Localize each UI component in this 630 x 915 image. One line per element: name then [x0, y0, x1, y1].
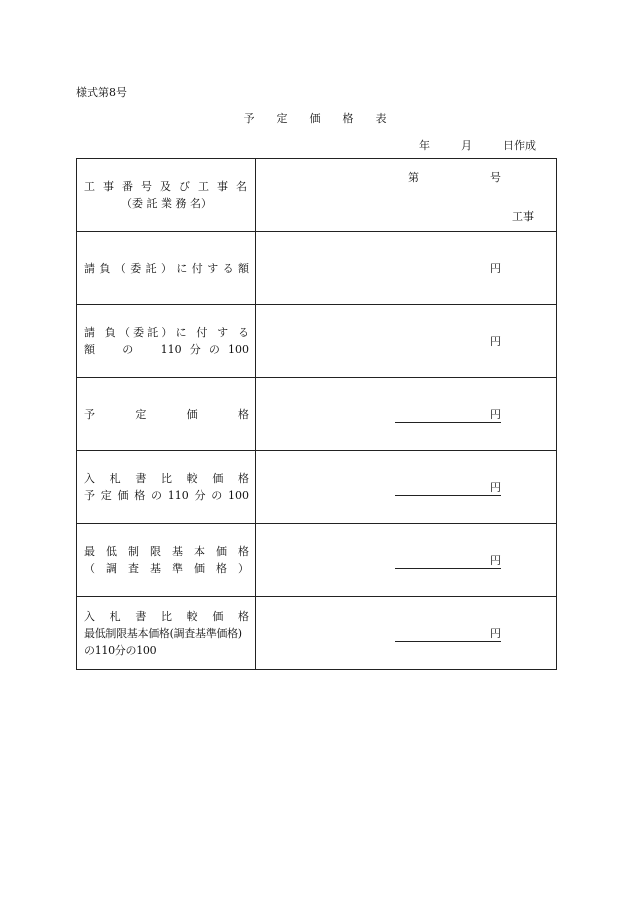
form-number: 様式第8号	[76, 86, 127, 99]
amount-underline	[395, 641, 501, 642]
row-label-line1: 請 負（委託）に 付 す る	[84, 326, 249, 339]
go-label: 号	[490, 171, 501, 184]
label-cell	[77, 597, 256, 670]
label-cell	[77, 232, 256, 305]
table-row	[77, 159, 557, 232]
yen-label: 円	[490, 408, 501, 421]
created-date	[419, 137, 536, 153]
row-label-line2: 額 の 110分の100	[84, 343, 249, 356]
koji-label: 工事	[512, 210, 534, 223]
day-created-label: 日作成	[503, 139, 536, 152]
table-row	[77, 597, 557, 670]
label-cell	[77, 305, 256, 378]
yen-label: 円	[490, 262, 501, 275]
page-title: 予定価格表	[243, 112, 409, 125]
label-cell	[77, 524, 256, 597]
table-row	[77, 451, 557, 524]
amount-underline	[395, 422, 501, 423]
yen-label: 円	[490, 481, 501, 494]
value-cell[interactable]	[256, 232, 557, 305]
yen-label: 円	[490, 627, 501, 640]
month-label: 月	[461, 139, 472, 152]
year-label: 年	[419, 139, 430, 152]
row-label-line1: 予定価格	[84, 407, 249, 421]
value-cell[interactable]	[256, 305, 557, 378]
value-cell[interactable]	[256, 378, 557, 451]
row-label-line2: 最低制限基本価格(調査基準価格)の110分の100	[84, 626, 242, 657]
row-label-line1: 入札書比較価格	[84, 609, 249, 623]
price-table	[76, 158, 557, 670]
dai-label: 第	[408, 171, 419, 184]
amount-underline	[395, 568, 501, 569]
label-cell	[77, 451, 256, 524]
table-row	[77, 524, 557, 597]
row-label-line1: 請負（委託）に付する額	[84, 261, 249, 275]
value-cell[interactable]	[256, 451, 557, 524]
value-cell[interactable]	[256, 159, 557, 232]
row-label-line1: 最低制限基本価格	[84, 545, 249, 558]
row-label-line1: 入札書比較価格	[84, 472, 249, 485]
row-label-line2: 予定価格の110分の100	[84, 489, 249, 502]
amount-underline	[395, 495, 501, 496]
table-row	[77, 232, 557, 305]
table-row	[77, 305, 557, 378]
row-label-line1: 工事番号及び工事名	[84, 180, 249, 193]
label-cell	[77, 159, 256, 232]
row-label-line2: （委 託 業 務 名）	[121, 197, 212, 210]
value-cell[interactable]	[256, 597, 557, 670]
row-label-line2: （調査基準価格）	[84, 562, 249, 575]
value-cell[interactable]	[256, 524, 557, 597]
table-row	[77, 378, 557, 451]
yen-label: 円	[490, 335, 501, 348]
label-cell	[77, 378, 256, 451]
yen-label: 円	[490, 554, 501, 567]
